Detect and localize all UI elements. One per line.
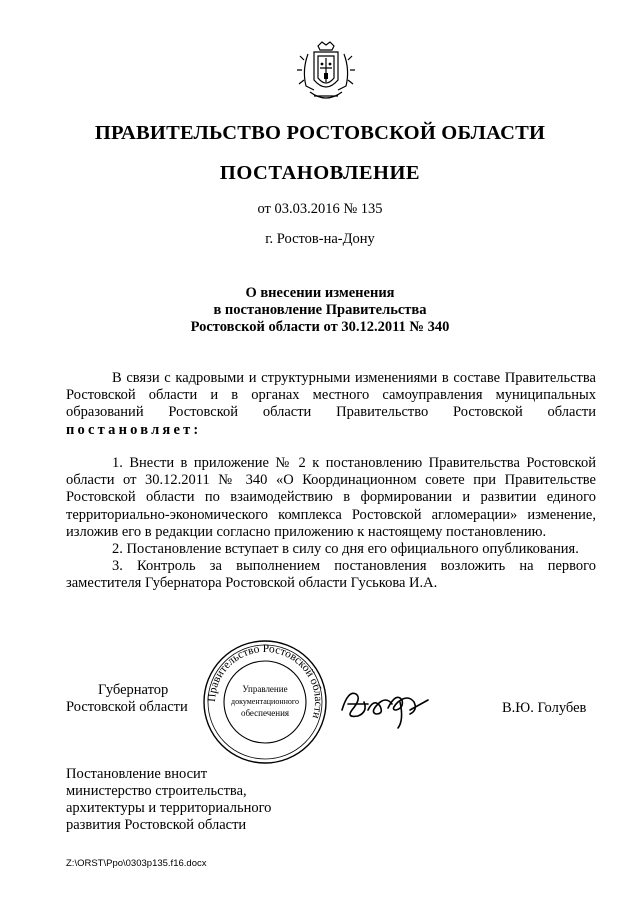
subject-line: О внесении изменения [245, 285, 395, 301]
submitter-note-line: архитектуры и территориального [66, 800, 272, 816]
submitter-note [66, 766, 271, 834]
handwritten-signature-icon [338, 680, 430, 732]
document-subject [0, 285, 640, 336]
subject-line: в постановление Правительства [213, 302, 427, 318]
resolution-items [66, 455, 596, 593]
coat-of-arms-icon [296, 40, 356, 106]
subject-line: Ростовской области от 30.12.2011 № 340 [190, 319, 450, 335]
seal-inner-line: обеспечения [240, 708, 290, 718]
preamble-paragraph [66, 370, 596, 439]
resolution-item: 3. Контроль за выполнением постановления возложить на первого заместителя Губернатора Ростовской области Гуськова И.А. [66, 558, 596, 592]
signatory-name: В.Ю. Голубев [502, 700, 587, 716]
seal-outer-text: Правительство Ростовской области [205, 642, 325, 720]
government-title: ПРАВИТЕЛЬСТВО РОСТОВСКОЙ ОБЛАСТИ [94, 122, 546, 144]
seal-inner-line: документационного [231, 697, 299, 706]
submitter-note-line: Постановление вносит [66, 766, 208, 782]
preamble-text: В связи с кадровыми и структурными изменениями в составе Правительства Ростовской области и в органах местного самоуправления муниципальных образований Ростовской области Правительство Ростовской области [66, 370, 596, 421]
seal-inner-line: Управление [242, 684, 288, 694]
resolution-item: 2. Постановление вступает в силу со дня его официального опубликования. [112, 541, 579, 558]
resolves-word: постановляет: [66, 421, 202, 438]
submitter-note-line: министерство строительства, [66, 783, 247, 799]
document-city: г. Ростов-на-Дону [265, 231, 375, 247]
file-path: Z:\ORST\Ppo\0303p135.f16.docx [66, 858, 207, 869]
document-type: ПОСТАНОВЛЕНИЕ [219, 162, 421, 184]
signatory-position-line: Ростовской области [66, 699, 188, 715]
resolution-item: 1. Внести в приложение № 2 к постановлению Правительства Ростовской области от 30.12.2011 № 340 «О Координационном совете при Правительстве Ростовской области по взаимодействию в формировании и развитии единого территориально-экономического комплекса Ростовской агломерации» изменение, изложив его в редакции согласно приложению к настоящему постановлению. [66, 455, 596, 540]
signatory-position [66, 682, 188, 716]
official-seal-icon [201, 638, 329, 766]
signatory-position-line: Губернатор [98, 682, 169, 698]
document-date-number: от 03.03.2016 № 135 [257, 201, 383, 217]
submitter-note-line: развития Ростовской области [66, 817, 247, 833]
